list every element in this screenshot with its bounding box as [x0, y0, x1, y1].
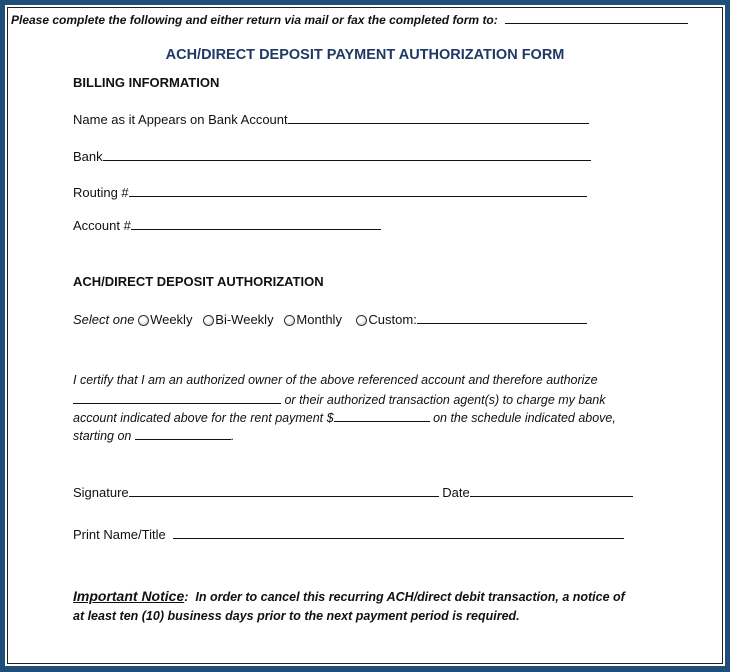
certify-line-3a: account indicated above for the rent payment $	[73, 411, 334, 425]
option-label: Custom:	[368, 312, 417, 327]
frequency-row	[73, 311, 587, 327]
radio-icon[interactable]	[138, 315, 149, 326]
page-title: ACH/DIRECT DEPOSIT PAYMENT AUTHORIZATION FORM	[165, 47, 565, 63]
amount-field[interactable]	[334, 409, 430, 422]
notice-line-2: at least ten (10) business days prior to the next payment period is required.	[73, 609, 520, 623]
signature-row	[73, 484, 633, 500]
certify-line-2-text: or their authorized transaction agent(s) to charge my bank	[284, 393, 606, 407]
certify-line-3	[73, 409, 616, 425]
account-field[interactable]	[131, 217, 381, 230]
routing-field[interactable]	[129, 184, 587, 197]
select-label: Select one	[73, 312, 135, 327]
payee-field[interactable]	[73, 391, 281, 404]
notice-colon: :	[184, 590, 189, 604]
return-to-field[interactable]	[505, 11, 688, 24]
certify-line-4a: starting on	[73, 429, 132, 443]
date-label: Date	[442, 485, 470, 500]
routing-row	[73, 184, 587, 200]
custom-field[interactable]	[417, 311, 587, 324]
print-name-label: Print Name/Title	[73, 527, 166, 542]
name-field[interactable]	[288, 111, 589, 124]
signature-field[interactable]	[129, 484, 439, 497]
notice-line-1	[73, 588, 625, 604]
radio-icon[interactable]	[284, 315, 295, 326]
certify-line-3b: on the schedule indicated above,	[433, 411, 616, 425]
bank-row	[73, 148, 591, 164]
option-label: Monthly	[296, 312, 342, 327]
bank-label: Bank	[73, 149, 103, 164]
print-name-row	[73, 526, 624, 542]
billing-heading: BILLING INFORMATION	[73, 75, 220, 90]
signature-label: Signature	[73, 485, 129, 500]
certify-line-2	[73, 391, 606, 407]
name-label: Name as it Appears on Bank Account	[73, 112, 288, 127]
radio-icon[interactable]	[356, 315, 367, 326]
certify-period: .	[230, 429, 235, 443]
bank-field[interactable]	[103, 148, 591, 161]
option-weekly[interactable]	[138, 312, 192, 327]
option-label: Bi-Weekly	[215, 312, 274, 327]
option-label: Weekly	[150, 312, 193, 327]
option-custom[interactable]	[356, 312, 416, 327]
notice-line-1-text: In order to cancel this recurring ACH/direct debit transaction, a notice of	[195, 590, 625, 604]
radio-icon[interactable]	[203, 315, 214, 326]
name-row	[73, 111, 589, 127]
header-note	[11, 11, 688, 27]
certify-line-1: I certify that I am an authorized owner of the above referenced account and therefore authorize	[73, 373, 598, 387]
notice-label: Important Notice	[73, 588, 185, 604]
option-monthly[interactable]	[284, 312, 342, 327]
certify-line-4	[73, 427, 234, 443]
date-field[interactable]	[470, 484, 633, 497]
print-name-field[interactable]	[173, 526, 624, 539]
form-border	[7, 7, 723, 664]
option-bi-weekly[interactable]	[203, 312, 273, 327]
authorization-heading: ACH/DIRECT DEPOSIT AUTHORIZATION	[73, 274, 324, 289]
routing-label: Routing #	[73, 185, 129, 200]
form-page	[5, 5, 725, 666]
account-label: Account #	[73, 218, 131, 233]
account-row	[73, 217, 381, 233]
start-date-field[interactable]	[135, 427, 231, 440]
header-note-text: Please complete the following and either return via mail or fax the completed form to:	[11, 13, 498, 27]
